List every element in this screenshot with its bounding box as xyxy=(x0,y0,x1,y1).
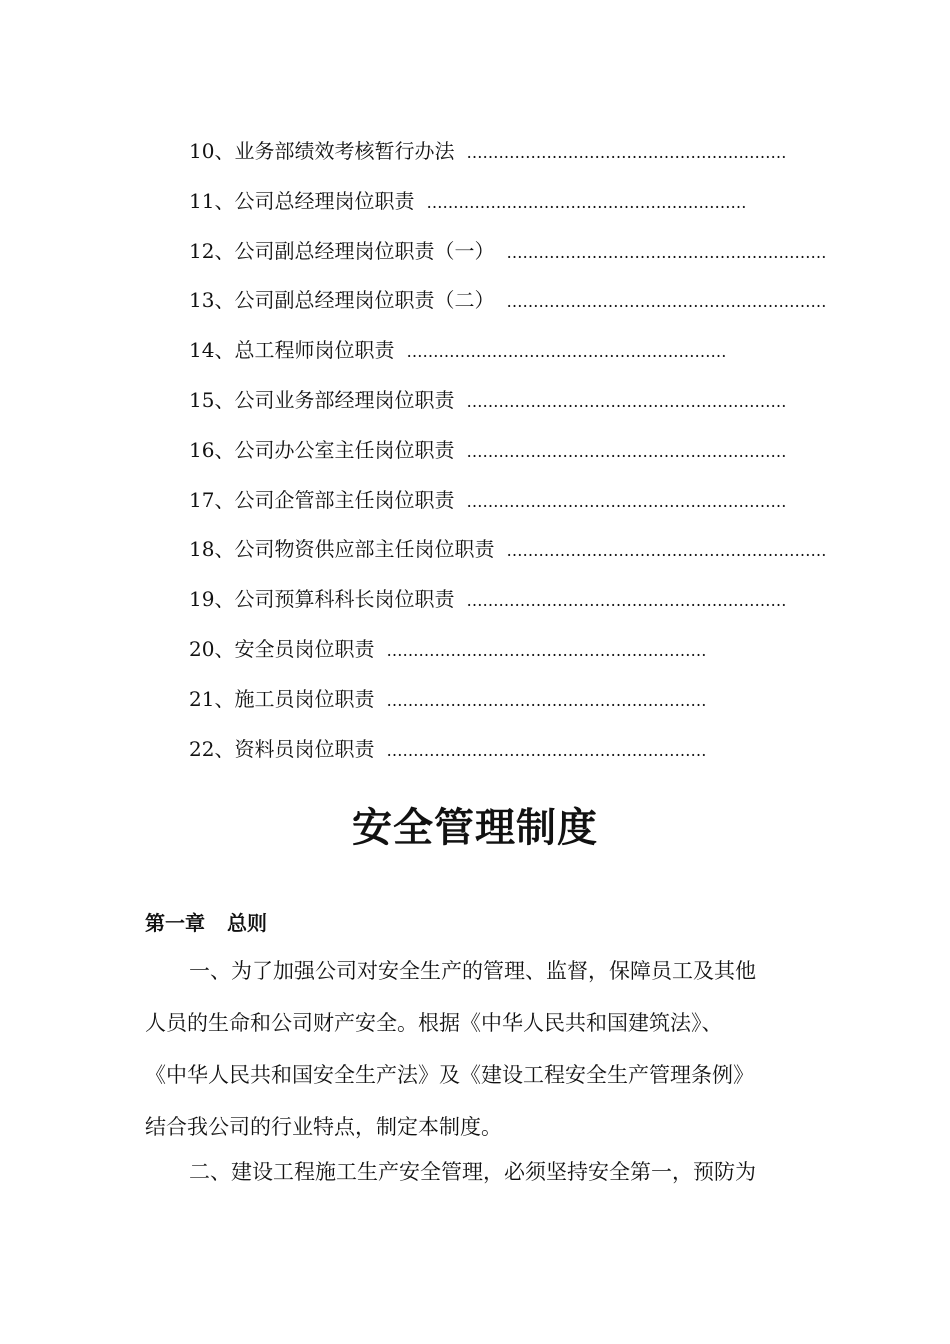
toc-entry-title: 公司副总经理岗位职责（一） xyxy=(234,238,495,263)
toc-entry[interactable] xyxy=(189,531,827,581)
toc-entry-title: 公司总经理岗位职责 xyxy=(234,188,415,213)
toc-entry-number: 13、 xyxy=(189,288,235,313)
paragraph-line: 人员的生命和公司财产安全。根据《中华人民共和国建筑法》、 xyxy=(145,1011,723,1035)
toc-dot-leader: …………………………………………………… xyxy=(506,541,827,561)
toc-dot-leader: …………………………………………………… xyxy=(506,292,827,312)
toc-entry[interactable] xyxy=(189,482,787,532)
toc-entry-number: 12、 xyxy=(189,238,235,263)
toc-dot-leader: …………………………………………………… xyxy=(406,342,727,362)
chapter-number: 第一章 xyxy=(145,911,205,935)
toc-entry-title: 资料员岗位职责 xyxy=(234,736,375,761)
toc-dot-leader: …………………………………………………… xyxy=(466,491,787,511)
toc-entry[interactable] xyxy=(189,631,707,681)
toc-entry-number: 17、 xyxy=(189,487,235,512)
paragraph-2 xyxy=(145,1146,810,1198)
document-title: 安全管理制度 xyxy=(352,804,598,851)
toc-entry-title: 公司副总经理岗位职责（二） xyxy=(234,288,495,313)
paragraph-line: 结合我公司的行业特点，制定本制度。 xyxy=(145,1115,502,1139)
toc-entry[interactable] xyxy=(189,332,727,382)
toc-entry-number: 16、 xyxy=(189,437,235,462)
toc-entry-number: 22、 xyxy=(189,736,235,761)
toc-entry-number: 14、 xyxy=(189,338,235,363)
toc-entry-number: 21、 xyxy=(189,686,235,711)
toc-entry-title: 施工员岗位职责 xyxy=(234,686,375,711)
toc-entry[interactable] xyxy=(189,581,787,631)
toc-dot-leader: …………………………………………………… xyxy=(466,143,787,162)
toc-entry-title: 公司办公室主任岗位职责 xyxy=(234,437,455,462)
chapter-title: 总则 xyxy=(227,911,267,935)
toc-entry-title: 公司预算科科长岗位职责 xyxy=(234,587,455,612)
toc-entry[interactable] xyxy=(189,133,787,183)
toc-entry-number: 20、 xyxy=(189,636,235,661)
toc-dot-leader: …………………………………………………… xyxy=(426,192,747,212)
toc-dot-leader: …………………………………………………… xyxy=(466,391,787,411)
toc-entry-title: 公司业务部经理岗位职责 xyxy=(234,387,455,412)
toc-dot-leader: …………………………………………………… xyxy=(386,690,707,710)
toc-entry-number: 11、 xyxy=(189,188,235,213)
toc-entry[interactable] xyxy=(189,432,787,482)
paragraph-line: 二、建设工程施工生产安全管理，必须坚持安全第一，预防为 xyxy=(189,1160,756,1184)
toc-entry[interactable] xyxy=(189,382,787,432)
toc-entry-title: 公司企管部主任岗位职责 xyxy=(234,487,455,512)
toc-dot-leader: …………………………………………………… xyxy=(506,242,827,262)
paragraph-line: 《中华人民共和国安全生产法》及《建设工程安全生产管理条例》 xyxy=(145,1063,754,1087)
toc-entry-title: 总工程师岗位职责 xyxy=(234,338,395,363)
toc-entry-number: 15、 xyxy=(189,387,235,412)
toc-dot-leader: …………………………………………………… xyxy=(466,591,787,611)
toc-dot-leader: …………………………………………………… xyxy=(466,441,787,461)
toc-entry[interactable] xyxy=(189,183,747,233)
toc-entry[interactable] xyxy=(189,731,707,781)
toc-entry-number: 10、 xyxy=(189,139,235,163)
table-of-contents xyxy=(189,133,827,780)
toc-dot-leader: …………………………………………………… xyxy=(386,640,707,660)
chapter-heading xyxy=(145,907,267,936)
paragraph-line: 一、为了加强公司对安全生产的管理、监督，保障员工及其他 xyxy=(189,959,756,983)
toc-entry-title: 公司物资供应部主任岗位职责 xyxy=(234,537,495,562)
toc-entry[interactable] xyxy=(189,681,707,731)
toc-entry[interactable] xyxy=(189,233,827,283)
toc-entry-number: 19、 xyxy=(189,587,235,612)
toc-entry-title: 业务部绩效考核暂行办法 xyxy=(234,139,455,163)
toc-dot-leader: …………………………………………………… xyxy=(386,740,707,760)
toc-entry[interactable] xyxy=(189,282,827,332)
toc-entry-title: 安全员岗位职责 xyxy=(234,636,375,661)
paragraph-1 xyxy=(145,945,810,1153)
toc-entry-number: 18、 xyxy=(189,537,235,562)
